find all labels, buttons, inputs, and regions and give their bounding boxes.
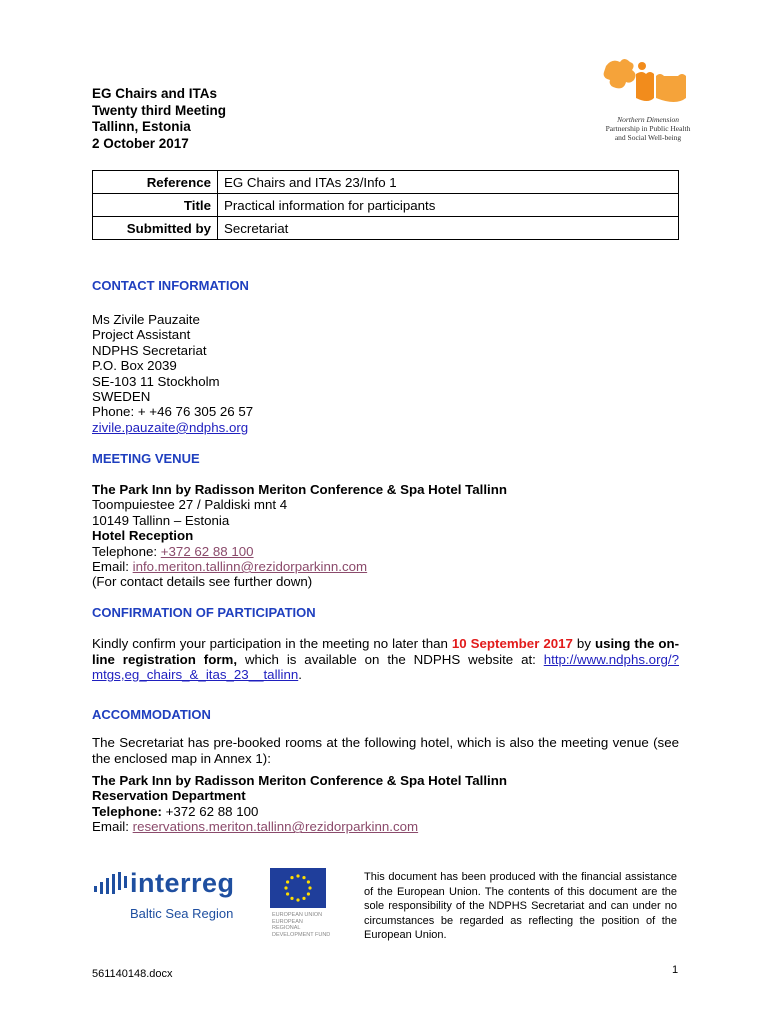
confirmation-heading: CONFIRMATION OF PARTICIPATION xyxy=(92,605,316,620)
contact-email-link[interactable]: zivile.pauzaite@ndphs.org xyxy=(92,419,249,435)
meta-key: Submitted by xyxy=(93,217,218,240)
accommodation-tel: +372 62 88 100 xyxy=(161,803,259,819)
header-line-2: Twenty third Meeting xyxy=(92,102,226,118)
reservation-dept: Reservation Department xyxy=(92,788,246,804)
page-number: 1 xyxy=(672,964,679,976)
venue-hotel: The Park Inn by Radisson Meriton Conference & Spa Hotel Tallinn xyxy=(92,482,507,497)
venue-email-label: Email: xyxy=(92,559,133,575)
accommodation-text: The Secretariat has pre-booked rooms at the following hotel, which is also the meeting venue (see the enclosed map in Annex 1): xyxy=(92,735,679,766)
accommodation-email-link[interactable]: reservations.meriton.tallinn@rezidorparkinn.com xyxy=(132,819,419,835)
document-meta-table xyxy=(92,170,679,240)
venue-reception: Hotel Reception xyxy=(92,528,194,544)
confirmation-text-1: Kindly confirm your participation in the meeting no later than xyxy=(92,636,452,651)
meta-value: Secretariat xyxy=(218,217,679,240)
venue-city: 10149 Tallinn – Estonia xyxy=(92,512,230,528)
contact-block xyxy=(92,312,253,435)
confirmation-text xyxy=(92,636,679,683)
meta-value: Practical information for participants xyxy=(218,194,679,217)
interreg-wordmark: interreg xyxy=(130,868,235,898)
contact-city: SE-103 11 Stockholm xyxy=(92,373,220,389)
venue-heading: MEETING VENUE xyxy=(92,451,200,466)
venue-block xyxy=(92,482,507,590)
meta-key: Reference xyxy=(93,171,218,194)
eu-caption xyxy=(272,912,332,938)
eu-subtext: EUROPEAN REGIONAL DEVELOPMENT FUND xyxy=(272,918,331,938)
venue-tel-label: Telephone: xyxy=(92,543,161,559)
interreg-bars-icon xyxy=(92,870,132,900)
confirmation-text-3: which is available on the NDPHS website at: xyxy=(237,651,544,667)
venue-email-link[interactable]: info.meriton.tallinn@rezidorparkinn.com xyxy=(132,559,368,575)
meta-key: Title xyxy=(93,194,218,217)
contact-phone: Phone: + +46 76 305 26 57 xyxy=(92,404,254,420)
confirmation-end: . xyxy=(298,667,302,682)
contact-country: SWEDEN xyxy=(92,389,151,405)
contact-box: P.O. Box 2039 xyxy=(92,358,177,374)
logo-text-1: Northern Dimension xyxy=(617,115,679,124)
registration-url-link[interactable]: http://www.ndphs.org/?mtgs,eg_chairs_&_itas_23__tallinn xyxy=(92,651,679,682)
venue-tel-link[interactable]: +372 62 88 100 xyxy=(160,543,254,559)
header-line-4: 2 October 2017 xyxy=(92,135,189,151)
puzzle-icon xyxy=(598,52,698,112)
interreg-region: Baltic Sea Region xyxy=(130,906,234,921)
interreg-logo xyxy=(92,866,262,926)
accommodation-tel-label: Telephone: xyxy=(92,803,162,819)
table-row xyxy=(93,194,679,217)
table-row xyxy=(93,217,679,240)
contact-role: Project Assistant xyxy=(92,327,191,343)
venue-street: Toompuiestee 27 / Paldiski mnt 4 xyxy=(92,497,288,513)
logo-text-2: Partnership in Public Health xyxy=(605,124,691,133)
accommodation-email-label: Email: xyxy=(92,819,133,835)
header-line-1: EG Chairs and ITAs xyxy=(92,86,218,101)
meta-value: EG Chairs and ITAs 23/Info 1 xyxy=(218,171,679,194)
registration-form-text: using the on-line registration form, xyxy=(92,636,679,667)
table-row xyxy=(93,171,679,194)
eu-disclaimer: This document has been produced with the financial assistance of the European Union. The contents of this document are the sole responsibility of the NDPHS Secretariat and can under no circumstances be regarded as reflecting the position of the European Union. xyxy=(364,871,677,941)
venue-note: (For contact details see further down) xyxy=(92,574,313,590)
contact-org: NDPHS Secretariat xyxy=(92,342,207,358)
logo-text-3: and Social Well-being xyxy=(614,133,682,142)
eu-flag xyxy=(270,868,326,908)
confirmation-text-2: by xyxy=(572,636,595,651)
ndphs-logo xyxy=(598,52,698,148)
accommodation-heading: ACCOMMODATION xyxy=(92,707,211,722)
file-name: 561140148.docx xyxy=(92,968,173,980)
contact-heading: CONTACT INFORMATION xyxy=(92,278,249,293)
header-line-3: Tallinn, Estonia xyxy=(92,119,191,134)
meeting-header xyxy=(92,86,226,152)
accommodation-block xyxy=(92,773,507,835)
deadline-date: 10 September 2017 xyxy=(451,636,573,651)
eu-stars-icon xyxy=(270,868,326,908)
accommodation-hotel: The Park Inn by Radisson Meriton Conference & Spa Hotel Tallinn xyxy=(92,773,507,788)
contact-name: Ms Zivile Pauzaite xyxy=(92,312,200,327)
eu-text: EUROPEAN UNION xyxy=(272,912,323,918)
